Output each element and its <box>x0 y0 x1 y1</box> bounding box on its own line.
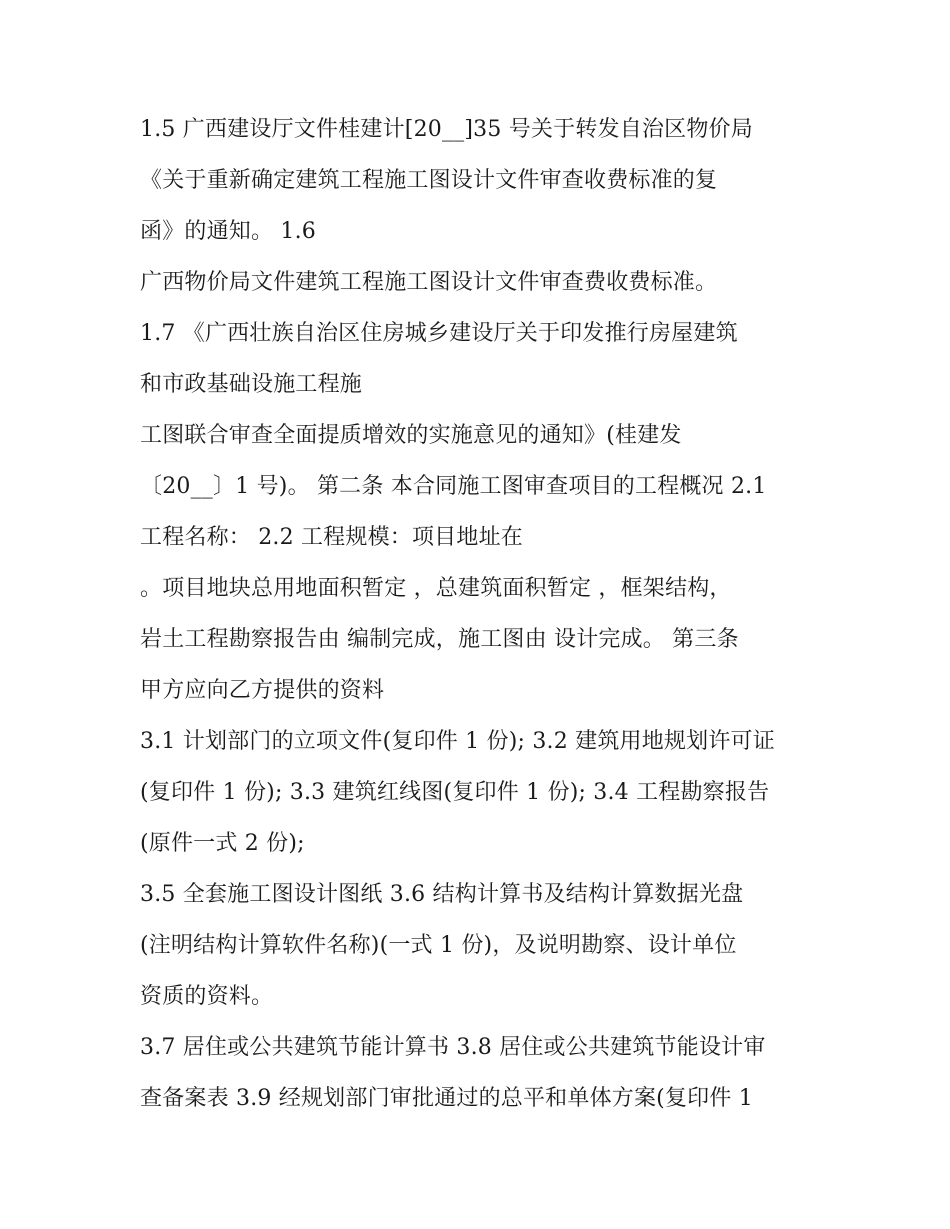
text-line: 1.5 广西建设厅文件桂建计[20__]35 号关于转发自治区物价局 <box>140 117 753 142</box>
text-line: 3.7 居住或公共建筑节能计算书 3.8 居住或公共建筑节能设计审 <box>140 1035 766 1060</box>
text-line: 工图联合审查全面提质增效的实施意见的通知》(桂建发 <box>140 423 682 448</box>
document-body <box>140 108 830 1128</box>
text-line: 〔20__〕1 号)。 第二条 本合同施工图审查项目的工程概况 2.1 <box>140 474 767 499</box>
text-line: 岩土工程勘察报告由 编制完成，施工图由 设计完成。 第三条 <box>140 627 739 652</box>
text-line: 。项目地块总用地面积暂定 ，总建筑面积暂定 ，框架结构， <box>140 576 732 601</box>
text-line: 函》的通知。 1.6 <box>140 219 316 244</box>
text-line: 资质的资料。 <box>140 984 274 1009</box>
text-line: 《关于重新确定建筑工程施工图设计文件审查收费标准的复 <box>140 168 718 193</box>
text-line: (注明结构计算软件名称)(一式 1 份)，及说明勘察、设计单位 <box>140 933 737 958</box>
text-line: 甲方应向乙方提供的资料 <box>140 678 385 703</box>
text-line: 和市政基础设施工程施 <box>140 372 363 397</box>
text-line: 3.5 全套施工图设计图纸 3.6 结构计算书及结构计算数据光盘 <box>140 882 744 907</box>
text-line: 广西物价局文件建筑工程施工图设计文件审查费收费标准。 <box>140 270 718 295</box>
text-line: (原件一式 2 份); <box>140 831 305 856</box>
text-line: 1.7 《广西壮族自治区住房城乡建设厅关于印发推行房屋建筑 <box>140 321 738 346</box>
text-line: 3.1 计划部门的立项文件(复印件 1 份); 3.2 建筑用地规划许可证 <box>140 729 775 754</box>
text-line: 查备案表 3.9 经规划部门审批通过的总平和单体方案(复印件 1 <box>140 1086 753 1111</box>
text-line: 工程名称： 2.2 工程规模：项目地址在 <box>140 525 523 550</box>
text-line: (复印件 1 份); 3.3 建筑红线图(复印件 1 份); 3.4 工程勘察报告 <box>140 780 770 805</box>
